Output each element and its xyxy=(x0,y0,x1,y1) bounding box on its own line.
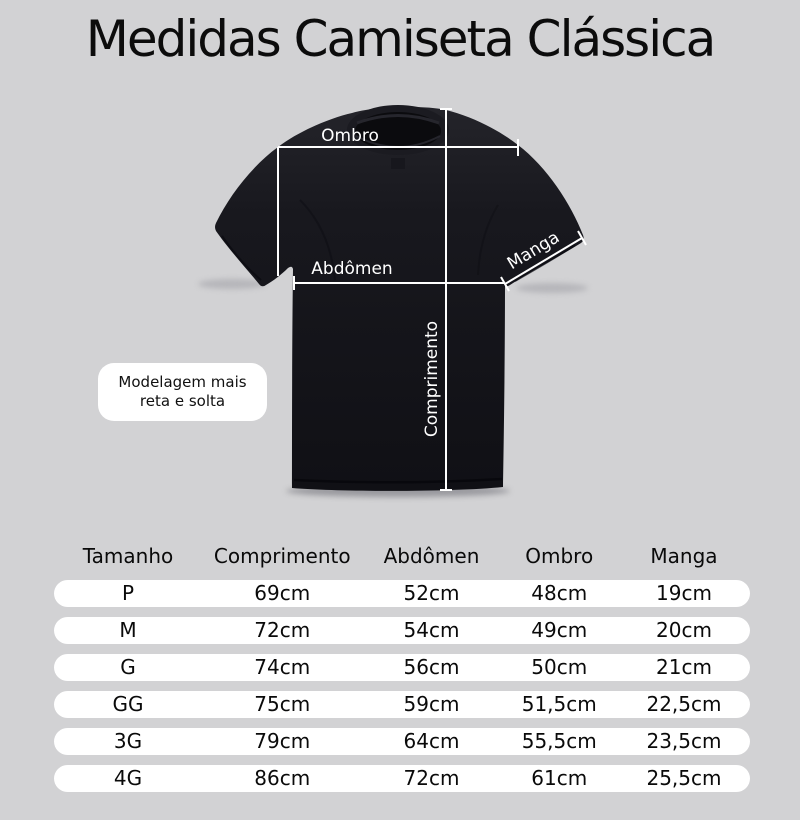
table-row-gg xyxy=(54,691,750,718)
cell-ombro: 51,5cm xyxy=(521,692,597,716)
manga-label: Manga xyxy=(503,227,564,275)
cell-ombro: 55,5cm xyxy=(521,729,597,753)
cell-size: 4G xyxy=(113,766,143,790)
cell-comprimento: 75cm xyxy=(254,692,311,716)
cell-manga: 21cm xyxy=(656,655,712,679)
collar-tag xyxy=(391,158,405,169)
header-abdomen: Abdômen xyxy=(383,544,480,568)
cell-manga: 19cm xyxy=(656,581,712,605)
page-title: Medidas Camiseta Clássica xyxy=(85,10,715,68)
comprimento-label: Comprimento xyxy=(421,320,442,438)
fit-note-line1: Modelagem mais xyxy=(118,373,247,391)
table-row-3g xyxy=(54,728,750,755)
fit-note-line2: reta e solta xyxy=(139,392,226,410)
size-table-header xyxy=(54,543,750,569)
cell-size: G xyxy=(120,655,136,679)
fit-note xyxy=(98,363,267,421)
cell-manga: 23,5cm xyxy=(646,729,722,753)
cell-abdomen: 59cm xyxy=(403,692,460,716)
cell-comprimento: 72cm xyxy=(254,618,311,642)
cell-abdomen: 64cm xyxy=(403,729,460,753)
table-row-g xyxy=(54,654,750,681)
cell-size: P xyxy=(121,581,135,605)
ombro-label: Ombro xyxy=(321,126,379,146)
header-ombro: Ombro xyxy=(525,544,594,568)
header-manga: Manga xyxy=(650,544,718,568)
cell-comprimento: 69cm xyxy=(254,581,311,605)
header-tamanho: Tamanho xyxy=(82,544,174,568)
cell-abdomen: 52cm xyxy=(403,581,460,605)
cell-ombro: 49cm xyxy=(531,618,588,642)
cell-comprimento: 79cm xyxy=(254,729,311,753)
cell-size: 3G xyxy=(113,729,143,753)
cell-size: GG xyxy=(112,692,144,716)
cell-abdomen: 54cm xyxy=(403,618,460,642)
cell-ombro: 48cm xyxy=(531,581,588,605)
abdomen-label: Abdômen xyxy=(311,259,393,279)
cell-manga: 22,5cm xyxy=(646,692,722,716)
cell-abdomen: 56cm xyxy=(403,655,460,679)
cell-manga: 25,5cm xyxy=(646,766,722,790)
cell-abdomen: 72cm xyxy=(403,766,460,790)
table-row-p xyxy=(54,580,750,607)
size-table xyxy=(54,543,750,802)
table-row-m xyxy=(54,617,750,644)
table-row-4g xyxy=(54,765,750,792)
cell-ombro: 61cm xyxy=(531,766,588,790)
cell-size: M xyxy=(119,618,137,642)
cell-comprimento: 74cm xyxy=(254,655,311,679)
cell-manga: 20cm xyxy=(656,618,712,642)
header-comprimento: Comprimento xyxy=(213,544,351,568)
cell-comprimento: 86cm xyxy=(254,766,311,790)
cell-ombro: 50cm xyxy=(531,655,588,679)
